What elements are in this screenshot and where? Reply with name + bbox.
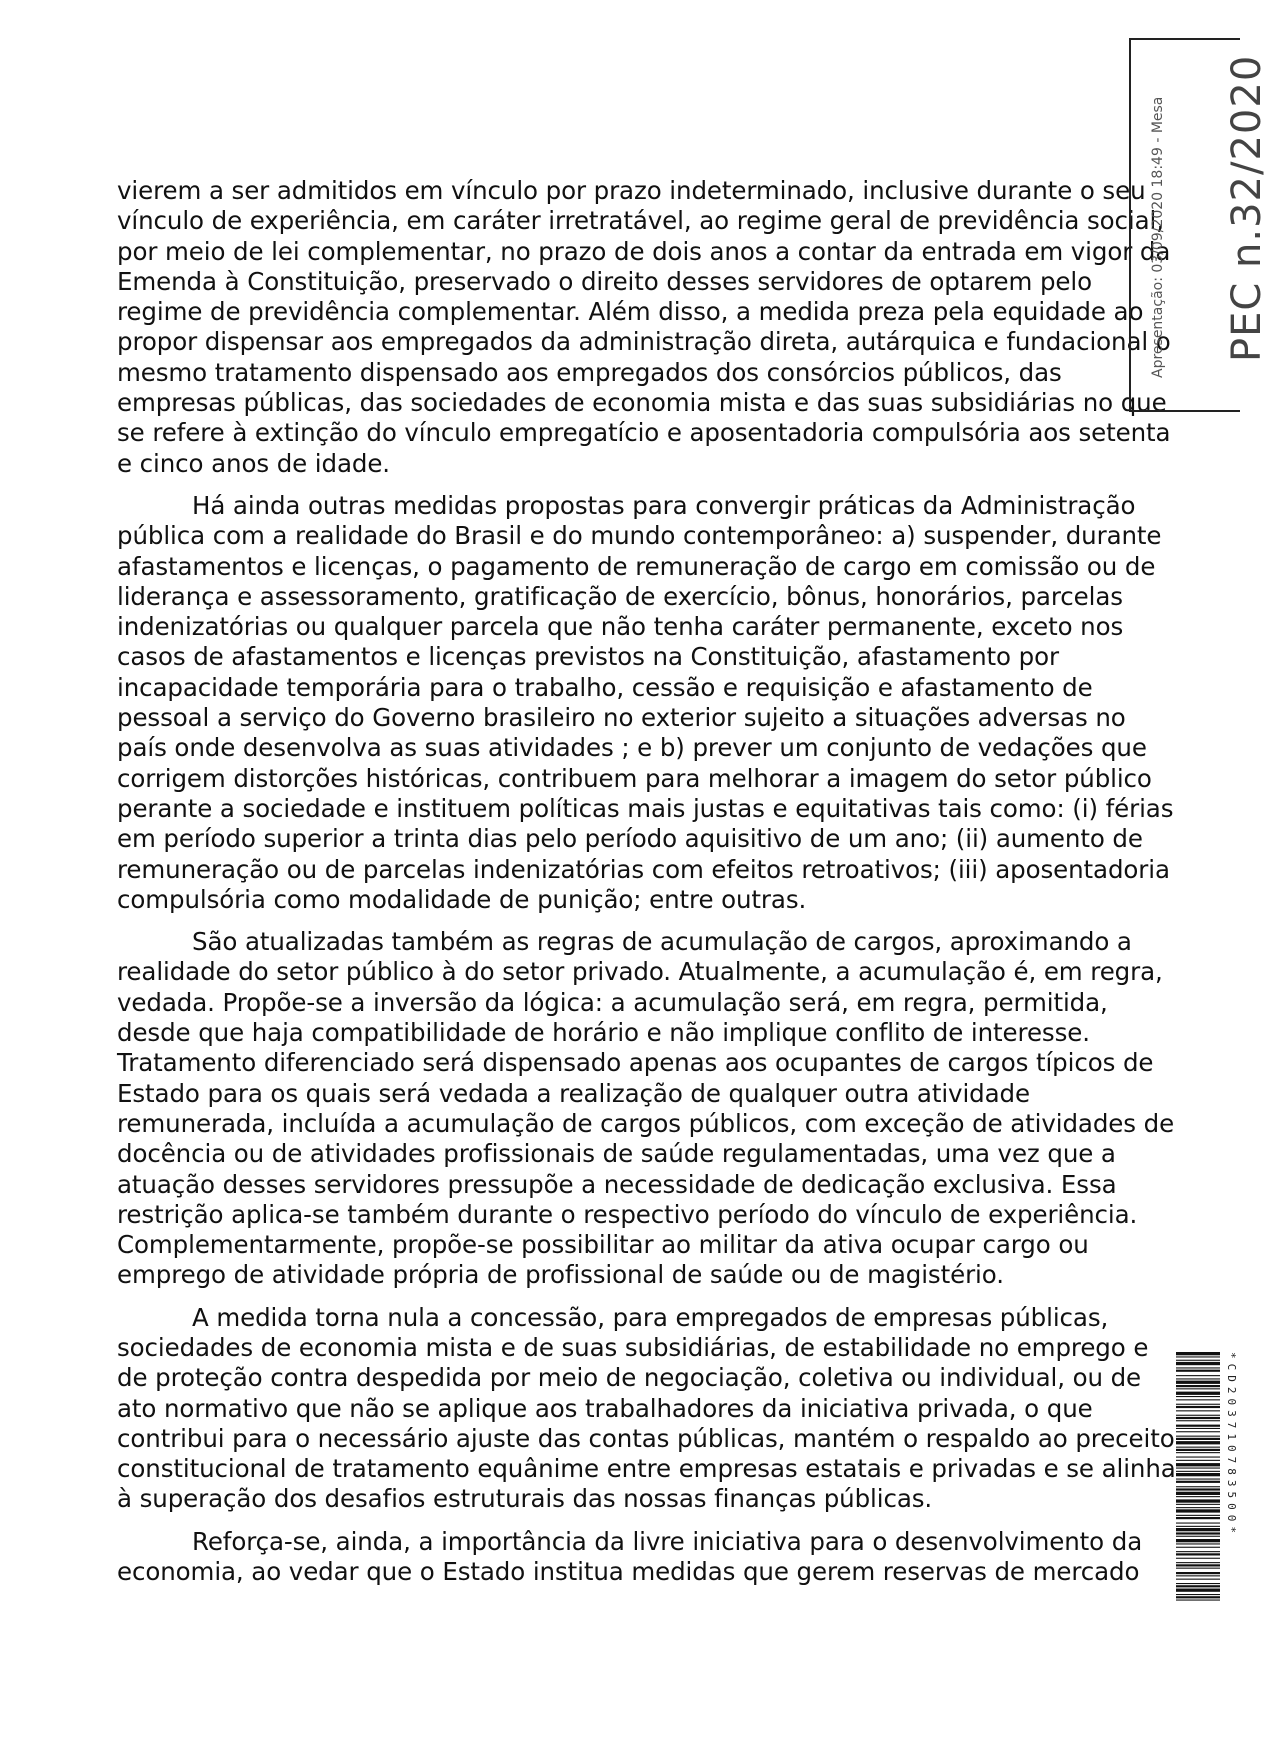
paragraph-2: Há ainda outras medidas propostas para convergir práticas da Administração pública com a realidade do Brasil e do mundo contemporâneo: a) suspender, durante afastamentos e licenças, o pagamento de remuneração de cargo em comissão ou de liderança e assessoramento, gratificação de exercício, bônus, honorários, parcelas indenizatórias ou qualquer parcela que não tenha caráter permanente, exceto nos casos de afastamentos e licenças previstos na Constituição, afastamento por incapacidade temporária para o trabalho, cessão e requisição e afastamento de pessoal a serviço do Governo brasileiro no exterior sujeito a situações adversas no país onde desenvolva as suas atividades ; e b) prever um conjunto de vedações que corrigem distorções históricas, contribuem para melhorar a imagem do setor público perante a sociedade e instituem políticas mais justas e equitativas tais como: (i) férias em período superior a trinta dias pelo período aquisitivo de um ano; (ii) aumento de remuneração ou de parcelas indenizatórias com efeitos retroativos; (iii) aposentadoria compulsória como modalidade de punição; entre outras.: [117, 490, 1174, 914]
paragraph-4: A medida torna nula a concessão, para empregados de empresas públicas, sociedades de economia mista e de suas subsidiárias, de estabilidade no emprego e de proteção contra despedida por meio de negociação, coletiva ou individual, ou de ato normativo que não se aplique aos trabalhadores da iniciativa privada, o que contribui para o necessário ajuste das contas públicas, mantém o respaldo ao preceito constitucional de tratamento equânime entre empresas estatais e privadas e se alinha à superação dos desafios estruturais das nossas finanças públicas.: [117, 1302, 1176, 1514]
barcode-bar: [1176, 1449, 1220, 1451]
barcode-bar: [1176, 1410, 1220, 1411]
barcode-bar: [1176, 1404, 1220, 1405]
paragraph-3: São atualizadas também as regras de acumulação de cargos, aproximando a realidade do setor público à do setor privado. Atualmente, a acumulação é, em regra, vedada. Propõe-se a inversão da lógica: a acumulação será, em regra, permitida, desde que haja compatibilidade de horário e não implique conflito de interesse. Tratamento diferenciado será dispensado apenas aos ocupantes de cargos típicos de Estado para os quais será vedada a realização de qualquer outra atividade remunerada, incluída a acumulação de cargos públicos, com exceção de atividades de docência ou de atividades profissionais de saúde regulamentadas, uma vez que a atuação desses servidores pressupõe a necessidade de dedicação exclusiva. Essa restrição aplica-se também durante o respectivo período do vínculo de experiência. Complementarmente, propõe-se possibilitar ao militar da ativa ocupar cargo ou emprego de atividade própria de profissional de saúde ou de magistério.: [117, 927, 1175, 1290]
barcode-bar: [1176, 1438, 1220, 1440]
barcode-bar: [1176, 1452, 1220, 1453]
barcode-bar: [1176, 1528, 1220, 1531]
barcode-bar: [1176, 1579, 1220, 1580]
barcode-bar: [1176, 1396, 1220, 1397]
paragraph-1: vierem a ser admitidos em vínculo por prazo indeterminado, inclusive durante o seu vínculo de experiência, em caráter irretratável, ao regime geral de previdência social, por meio de lei complementar, no prazo de dois anos a contar da entrada em vigor da Emenda à Constituição, preservado o direito desses servidores de optarem pelo regime de previdência complementar. Além disso, a medida preza pela equidade ao propor dispensar aos empregados da administração direta, autárquica e fundacional o mesmo tratamento dispensado aos empregados dos consórcios públicos, das empresas públicas, das sociedades de economia mista e das suas subsidiárias no que se refere à extinção do vínculo empregatício e aposentadoria compulsória aos setenta e cinco anos de idade.: [117, 176, 1171, 478]
barcode-bar: [1176, 1375, 1220, 1376]
barcode-bar: [1176, 1360, 1220, 1361]
pec-number-stamp: PEC n.32/2020: [1224, 54, 1270, 362]
barcode-bar: [1176, 1463, 1220, 1466]
barcode-bar: [1176, 1585, 1220, 1587]
barcode-bar: [1176, 1378, 1220, 1379]
barcode-bar: [1176, 1583, 1220, 1584]
barcode-bar: [1176, 1526, 1220, 1527]
barcode-bar: [1176, 1589, 1220, 1592]
barcode-bar: [1176, 1504, 1220, 1505]
presentation-stamp: Apresentação: 03/09/2020 18:49 - Mesa: [1150, 96, 1166, 378]
barcode-bar: [1176, 1515, 1220, 1516]
barcode-bar: [1176, 1479, 1220, 1480]
barcode-bar: [1176, 1362, 1220, 1365]
barcode-bar: [1176, 1551, 1220, 1552]
barcode-bar: [1176, 1539, 1220, 1542]
barcode-bar: [1176, 1425, 1220, 1427]
barcode-bar: [1176, 1356, 1220, 1357]
barcode-bar: [1176, 1436, 1220, 1437]
barcode-bar: [1176, 1594, 1220, 1595]
barcode-text: *CD203710783500*: [1225, 1352, 1238, 1538]
barcode-bar: [1176, 1488, 1220, 1490]
barcode-bar: [1176, 1370, 1220, 1372]
document-body: [117, 176, 1177, 1599]
barcode: [1176, 1352, 1220, 1600]
barcode-bar: [1176, 1381, 1220, 1384]
barcode-bar: [1176, 1509, 1220, 1512]
barcode-bar: [1176, 1547, 1220, 1548]
barcode-bar: [1176, 1428, 1220, 1429]
barcode-bar: [1176, 1568, 1220, 1569]
barcode-bar: [1176, 1388, 1220, 1389]
barcode-bar: [1176, 1564, 1220, 1566]
barcode-bar: [1176, 1406, 1220, 1408]
barcode-bar: [1176, 1481, 1220, 1483]
barcode-bar: [1176, 1553, 1220, 1555]
barcode-bar: [1176, 1536, 1220, 1537]
barcode-bar: [1176, 1447, 1220, 1448]
barcode-bar: [1176, 1420, 1220, 1421]
barcode-bar: [1176, 1596, 1220, 1598]
barcode-bar: [1176, 1417, 1220, 1419]
barcode-bar: [1176, 1367, 1220, 1368]
barcode-bar: [1176, 1499, 1220, 1502]
barcode-bar: [1176, 1492, 1220, 1495]
barcode-bar: [1176, 1385, 1220, 1387]
barcode-bar: [1176, 1460, 1220, 1461]
barcode-bar: [1176, 1441, 1220, 1444]
barcode-bar: [1176, 1399, 1220, 1400]
barcode-bar: [1176, 1532, 1220, 1534]
barcode-bar: [1176, 1471, 1220, 1472]
barcode-bar: [1176, 1392, 1220, 1395]
paragraph-5: Reforça-se, ainda, a importância da livre iniciativa para o desenvolvimento da economia, ao vedar que o Estado institua medidas que gerem reservas de mercado: [117, 1526, 1143, 1587]
barcode-bar: [1176, 1496, 1220, 1497]
barcode-bar: [1176, 1562, 1220, 1563]
barcode-bar: [1176, 1558, 1220, 1559]
barcode-bar: [1176, 1575, 1220, 1576]
barcode-bar: [1176, 1507, 1220, 1508]
barcode-bar: [1176, 1600, 1220, 1601]
barcode-bar: [1176, 1517, 1220, 1519]
barcode-bar: [1176, 1415, 1220, 1416]
barcode-bar: [1176, 1468, 1220, 1469]
barcode-bar: [1176, 1572, 1220, 1574]
barcode-bar: [1176, 1486, 1220, 1487]
barcode-bar: [1176, 1457, 1220, 1458]
barcode-bar: [1176, 1352, 1220, 1355]
barcode-bar: [1176, 1431, 1220, 1432]
barcode-bar: [1176, 1543, 1220, 1544]
barcode-bar: [1176, 1523, 1220, 1524]
barcode-bar: [1176, 1473, 1220, 1476]
